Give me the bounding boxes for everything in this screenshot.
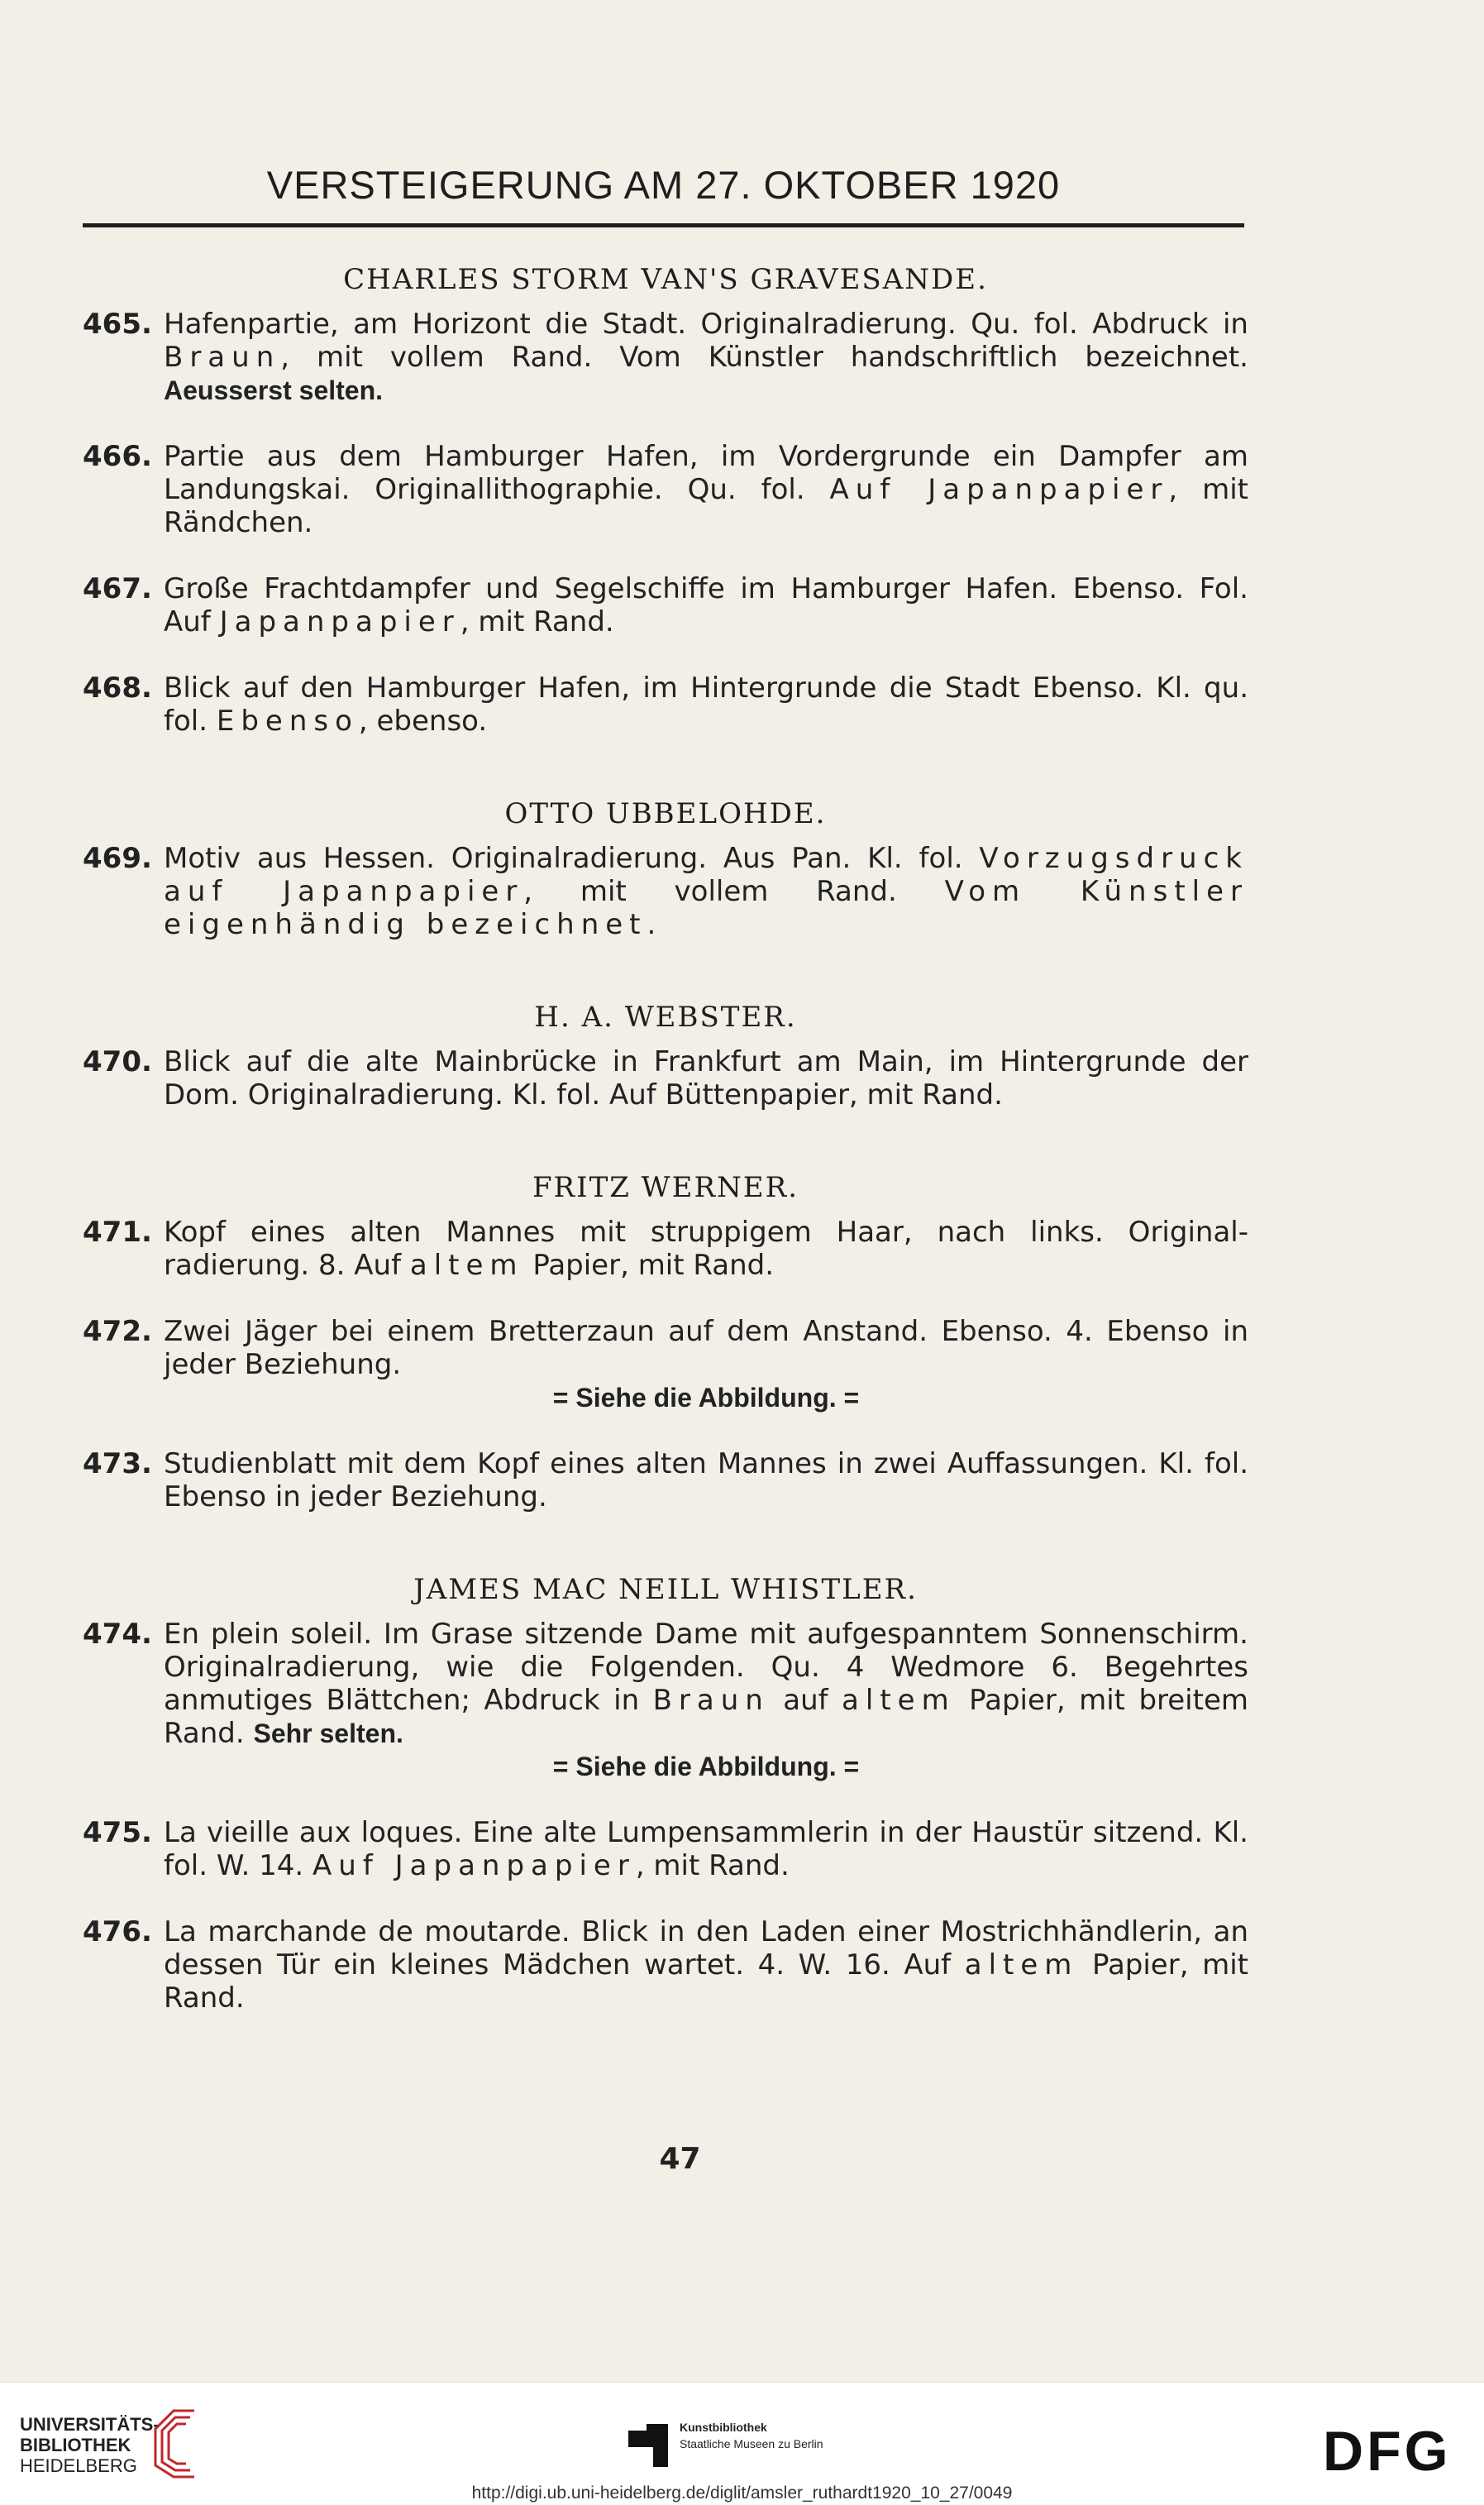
- description-fragment: Ebenso: [216, 705, 359, 738]
- artist-heading: FRITZ WERNER.: [532, 1171, 799, 1204]
- see-illustration-note: = Siehe die Abbildung. =: [552, 1383, 860, 1413]
- description-fragment: Vorzugsdruck auf Japanpapier: [164, 842, 1248, 908]
- description-fragment: Papier, mit Rand.: [164, 1948, 1248, 2015]
- catalog-entry: [83, 1816, 1248, 1882]
- section-gap: [83, 974, 1248, 1001]
- description-fragment: Hafenpartie, am Horizont die Stadt. Originalradierung. Qu. fol. Abdruck in: [164, 308, 1248, 341]
- lot-number: 468.: [83, 672, 152, 705]
- page-number: 47: [659, 2142, 701, 2176]
- description-fragment: Papier, mit breitem Rand.: [164, 1684, 1248, 1750]
- uni-logo-line2: BIBLIOTHEK: [20, 2435, 131, 2455]
- description-fragment: Auf Japanpapier: [829, 473, 1169, 506]
- description-fragment: Zwei Jäger bei einem Bretterzaun auf dem Anstand. Ebenso. 4. Ebenso in jeder Beziehung.: [164, 1315, 1248, 1381]
- artist-heading: CHARLES STORM VAN'S GRAVESANDE.: [343, 263, 988, 296]
- catalog-entry: [83, 1618, 1248, 1783]
- permalink-url[interactable]: http://digi.ub.uni-heidelberg.de/diglit/amsler_ruthardt1920_10_27/0049: [471, 2483, 1013, 2503]
- description-fragment: , mit Rand.: [635, 1849, 790, 1882]
- uni-logo-line3: HEIDELBERG: [20, 2455, 137, 2476]
- uni-logo-mark-icon: [149, 2407, 198, 2480]
- lot-number: 475.: [83, 1816, 152, 1849]
- kunstbibliothek-mark-icon: [628, 2424, 668, 2467]
- description-fragment: altem: [409, 1249, 524, 1282]
- see-illustration-note: = Siehe die Abbildung. =: [552, 1752, 860, 1781]
- catalog-entry: [83, 1315, 1248, 1414]
- description-fragment: auf: [769, 1684, 842, 1717]
- catalog-content: [83, 263, 1248, 2048]
- section-gap: [83, 1145, 1248, 1171]
- description-fragment: Auf Japanpapier: [313, 1849, 636, 1882]
- description-fragment: Partie aus dem Hamburger Hafen, im Vordergrunde ein Dampfer am Landungskai. Originallithographie. Qu. fol.: [164, 440, 1248, 506]
- dfg-logo[interactable]: DFG: [1323, 2420, 1452, 2483]
- lot-description: [164, 1816, 1248, 1882]
- description-fragment: Vom Künstler eigenhändig bezeichnet.: [164, 875, 1248, 941]
- lot-number: 476.: [83, 1915, 152, 1948]
- description-fragment: Große Frachtdampfer und Segelschiffe im Hamburger Hafen. Ebenso. Fol. Auf: [164, 572, 1248, 638]
- description-fragment: Braun: [164, 341, 281, 374]
- catalog-entry: [83, 1216, 1248, 1282]
- artist-heading: H. A. WEBSTER.: [534, 1001, 797, 1034]
- section-gap: [83, 1547, 1248, 1573]
- description-fragment: Kopf eines alten Mannes mit struppigem Haar, nach links. Original-radierung. 8. Auf: [164, 1216, 1248, 1282]
- lot-description: [164, 1045, 1248, 1111]
- lot-description: [164, 842, 1248, 941]
- lot-description: [164, 440, 1248, 539]
- catalog-entry: [83, 842, 1248, 941]
- description-fragment: Blick auf die alte Mainbrücke in Frankfurt am Main, im Hintergrunde der Dom. Originalradierung. Kl. fol. Auf Büttenpapier, mit Rand.: [164, 1045, 1248, 1111]
- description-fragment: altem: [842, 1684, 956, 1717]
- description-fragment: , mit Rand.: [460, 605, 614, 638]
- lot-number: 473.: [83, 1447, 152, 1480]
- description-fragment: Blick auf den Hamburger Hafen, im Hintergrunde die Stadt Ebenso. Kl. qu. fol.: [164, 672, 1248, 738]
- artist-heading: JAMES MAC NEILL WHISTLER.: [413, 1573, 918, 1606]
- description-fragment: En plein soleil. Im Grase sitzende Dame mit aufgespanntem Sonnenschirm. Originalradierung, wie die Folgenden. Qu. 4 Wedmore 6. Begehrtes anmutiges Blättchen; Abdruck in: [164, 1618, 1248, 1717]
- lot-description: [164, 1915, 1248, 2015]
- lot-description: [164, 1447, 1248, 1513]
- kb-logo-line1: Kunstbibliothek: [680, 2421, 767, 2434]
- description-fragment: , mit vollem Rand. Vom Künstler handschriftlich bezeichnet.: [280, 341, 1248, 374]
- description-fragment: Motiv aus Hessen. Originalradierung. Aus Pan. Kl. fol.: [164, 842, 980, 875]
- header-rule: [83, 223, 1244, 227]
- viewer-footer: [0, 2382, 1484, 2505]
- lot-description: [164, 672, 1248, 738]
- lot-description: [164, 1315, 1248, 1414]
- lot-number: 465.: [83, 308, 152, 341]
- lot-number: 472.: [83, 1315, 152, 1348]
- kb-logo-line2: Staatliche Museen zu Berlin: [680, 2437, 823, 2450]
- artist-heading: OTTO UBBELOHDE.: [504, 797, 827, 830]
- description-fragment: , ebenso.: [358, 705, 488, 738]
- catalog-entry: [83, 1447, 1248, 1513]
- description-fragment: Aeusserst selten.: [164, 375, 384, 405]
- description-fragment: , mit vollem Rand.: [523, 875, 945, 908]
- lot-description: [164, 308, 1248, 407]
- description-fragment: Japanpapier: [219, 605, 460, 638]
- lot-number: 471.: [83, 1216, 152, 1249]
- catalog-entry: [83, 572, 1248, 638]
- catalog-entry: [83, 308, 1248, 407]
- lot-number: 467.: [83, 572, 152, 605]
- description-fragment: Braun: [652, 1684, 770, 1717]
- description-fragment: Studienblatt mit dem Kopf eines alten Mannes in zwei Auffassungen. Kl. fol. Ebenso in jeder Beziehung.: [164, 1447, 1248, 1513]
- description-fragment: , mit Rändchen.: [164, 473, 1248, 539]
- lot-number: 474.: [83, 1618, 152, 1651]
- uni-logo-line1: UNIVERSITÄTS-: [20, 2414, 160, 2435]
- lot-description: [164, 1216, 1248, 1282]
- section-gap: [83, 771, 1248, 797]
- catalog-entry: [83, 1915, 1248, 2015]
- running-head: VERSTEIGERUNG AM 27. OKTOBER 1920: [266, 163, 1061, 207]
- catalog-entry: [83, 1045, 1248, 1111]
- lot-description: [164, 1618, 1248, 1783]
- description-fragment: La marchande de moutarde. Blick in den Laden einer Mostrichhändlerin, an dessen Tür ein kleines Mädchen wartet. 4. W. 16. Auf: [164, 1915, 1248, 1982]
- university-library-logo[interactable]: [20, 2414, 160, 2476]
- lot-number: 470.: [83, 1045, 152, 1078]
- lot-description: [164, 572, 1248, 638]
- catalog-entry: [83, 440, 1248, 539]
- description-fragment: Papier, mit Rand.: [523, 1249, 775, 1282]
- lot-number: 469.: [83, 842, 152, 875]
- lot-number: 466.: [83, 440, 152, 473]
- description-fragment: Sehr selten.: [253, 1719, 403, 1748]
- description-fragment: altem: [964, 1948, 1079, 1982]
- description-fragment: La vieille aux loques. Eine alte Lumpensammlerin in der Haustür sitzend. Kl. fol. W. 14.: [164, 1816, 1248, 1882]
- catalog-entry: [83, 672, 1248, 738]
